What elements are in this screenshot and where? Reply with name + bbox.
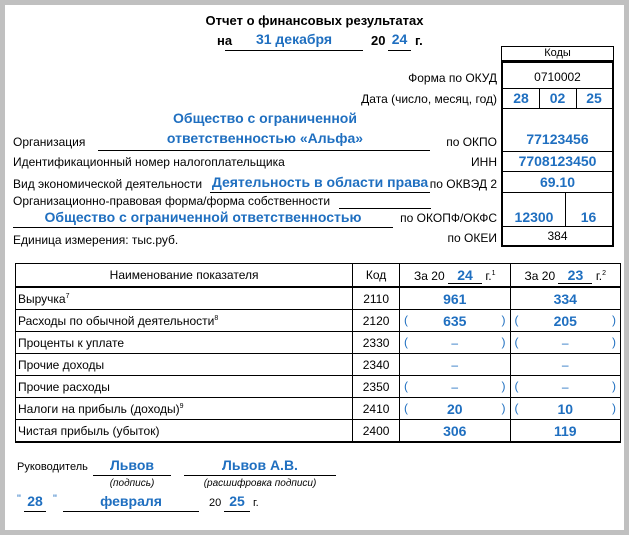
table-row <box>16 354 621 376</box>
value-text: 334 <box>553 290 577 307</box>
okpo-label: по ОКПО <box>446 135 497 149</box>
paren-open: ( <box>404 335 409 349</box>
row-code: 2340 <box>353 354 400 376</box>
signature-year[interactable]: 25 <box>229 493 245 509</box>
day-underline <box>24 511 46 512</box>
row-name-text: Прочие расходы <box>18 379 110 394</box>
okved-label: по ОКВЭД 2 <box>429 177 497 191</box>
col-header-code: Код <box>353 264 400 288</box>
signature-month[interactable]: февраля <box>100 493 162 509</box>
report-date[interactable]: 31 декабря <box>255 31 333 47</box>
row-value-v2[interactable] <box>510 332 621 354</box>
report-page <box>5 5 624 530</box>
row-value-v1[interactable] <box>400 398 510 420</box>
row-value-v1[interactable] <box>400 354 510 376</box>
row-name <box>16 376 353 398</box>
row-name <box>16 398 353 420</box>
table-body <box>16 287 621 442</box>
value-text: – <box>451 357 459 372</box>
value-text: – <box>451 379 459 394</box>
paren-open: ( <box>514 335 519 349</box>
unit-label: Единица измерения: тыс.руб. <box>13 233 179 247</box>
quote-close: " <box>53 493 57 505</box>
table-row <box>16 287 621 310</box>
inn-label: ИНН <box>471 155 497 169</box>
paren-close: ) <box>612 379 616 393</box>
value-text: 306 <box>443 422 467 439</box>
value-text: – <box>561 357 569 372</box>
row-code: 2400 <box>353 420 400 443</box>
date-day[interactable]: 28 <box>503 88 540 109</box>
col-header-period1 <box>400 264 510 288</box>
row-value-v2[interactable] <box>510 287 621 310</box>
okud-value[interactable]: 0710002 <box>534 70 581 84</box>
name-value[interactable]: Львов А.В. <box>222 457 298 473</box>
paren-open: ( <box>514 401 519 415</box>
year-underline <box>388 50 411 51</box>
quote-open: " <box>17 493 21 505</box>
row-value-v1[interactable] <box>400 332 510 354</box>
row-value-v2[interactable] <box>510 398 621 420</box>
inn-long-label: Идентификационный номер налогоплательщика <box>13 155 285 169</box>
okfs-value[interactable]: 16 <box>565 192 612 227</box>
paren-close: ) <box>612 335 616 349</box>
table-row <box>16 376 621 398</box>
okei-label: по ОКЕИ <box>447 231 497 245</box>
signature-value[interactable]: Львов <box>109 457 154 473</box>
paren-close: ) <box>501 335 506 349</box>
paren-close: ) <box>501 379 506 393</box>
value-text: 961 <box>443 290 467 307</box>
signature-day[interactable]: 28 <box>27 493 43 509</box>
period2-prefix: За 20 <box>524 268 556 283</box>
value-text: – <box>561 379 569 394</box>
row-value-v1[interactable] <box>400 287 510 310</box>
table-row <box>16 420 621 443</box>
row-value-v2[interactable] <box>510 420 621 443</box>
paren-close: ) <box>501 401 506 415</box>
table-row <box>16 332 621 354</box>
date-month[interactable]: 02 <box>539 88 577 109</box>
row-name-text: Расходы по обычной деятельности <box>18 313 215 328</box>
period1-suffix: г. <box>485 268 492 283</box>
row-name <box>16 310 353 332</box>
date-underline <box>225 50 363 51</box>
legal-form-label: Организационно-правовая форма/форма собственности <box>13 194 331 208</box>
value-text: 119 <box>553 422 577 439</box>
row-name-text: Выручка <box>18 291 66 306</box>
report-title: Отчет о финансовых результатах <box>205 13 424 28</box>
row-code: 2110 <box>353 287 400 310</box>
period1-prefix: За 20 <box>414 268 445 283</box>
value-text: 205 <box>553 312 577 329</box>
row-name-text: Прочие доходы <box>18 357 105 372</box>
row-name <box>16 354 353 376</box>
org-underline <box>98 150 430 151</box>
row-code: 2120 <box>353 310 400 332</box>
date-year[interactable]: 25 <box>576 88 612 109</box>
row-value-v2[interactable] <box>510 376 621 398</box>
inn-value[interactable]: 7708123450 <box>503 151 612 172</box>
row-value-v1[interactable] <box>400 376 510 398</box>
name-caption: (расшифровка подписи) <box>203 478 317 489</box>
legal-form-value[interactable]: Общество с ограниченной ответственностью <box>44 209 362 225</box>
row-name <box>16 332 353 354</box>
org-name-line1[interactable]: Общество с ограниченной <box>173 110 357 126</box>
value-text: – <box>561 335 569 350</box>
okopf-value[interactable]: 12300 <box>503 192 566 227</box>
name-underline <box>184 475 336 476</box>
date-prefix: на <box>217 33 233 48</box>
activity-label: Вид экономической деятельности <box>13 177 203 191</box>
row-code: 2330 <box>353 332 400 354</box>
sig-year-underline <box>224 511 250 512</box>
row-value-v2[interactable] <box>510 354 621 376</box>
period2-year[interactable]: 23 <box>558 267 592 284</box>
period2-suffix: г. <box>595 268 603 283</box>
period1-note: 1 <box>491 269 496 277</box>
row-code: 2410 <box>353 398 400 420</box>
year-suffix: г. <box>415 33 423 48</box>
signature-underline <box>93 475 171 476</box>
row-value-v2[interactable] <box>510 310 621 332</box>
col-header-period2 <box>510 264 621 288</box>
paren-open: ( <box>404 313 409 327</box>
report-year[interactable]: 24 <box>391 31 408 47</box>
okved-value[interactable]: 69.10 <box>503 171 612 193</box>
okpo-value[interactable]: 77123456 <box>503 109 612 152</box>
row-note: 9 <box>179 402 184 410</box>
paren-open: ( <box>404 401 409 415</box>
row-name <box>16 287 353 310</box>
legal-form-underline2 <box>13 227 393 228</box>
value-text: 635 <box>443 312 467 329</box>
value-text: 10 <box>557 400 574 417</box>
head-label: Руководитель <box>17 461 88 473</box>
month-underline <box>63 511 199 512</box>
row-name-text: Чистая прибыль (убыток) <box>18 423 160 438</box>
row-note: 8 <box>214 314 219 322</box>
row-name-text: Налоги на прибыль (доходы) <box>18 401 180 416</box>
paren-close: ) <box>612 313 616 327</box>
paren-open: ( <box>514 313 519 327</box>
financial-table <box>15 263 621 443</box>
table-row <box>16 398 621 420</box>
table-header-row <box>16 264 621 288</box>
period1-year[interactable]: 24 <box>448 267 482 284</box>
row-name-text: Проценты к уплате <box>18 335 124 350</box>
value-text: – <box>451 335 459 350</box>
date-label: Дата (число, месяц, год) <box>361 92 497 106</box>
value-text: 20 <box>446 400 463 417</box>
okopf-label: по ОКОПФ/ОКФС <box>400 211 497 225</box>
row-note: 7 <box>65 292 70 300</box>
paren-close: ) <box>612 401 616 415</box>
org-name-line2[interactable]: ответственностью «Альфа» <box>166 130 364 146</box>
paren-open: ( <box>404 379 409 393</box>
year-prefix: 20 <box>371 33 386 48</box>
codes-header: Коды <box>501 46 614 61</box>
row-value-v1[interactable] <box>400 310 510 332</box>
row-code: 2350 <box>353 376 400 398</box>
col-header-name: Наименование показателя <box>16 264 353 288</box>
activity-value[interactable]: Деятельность в области права <box>211 174 429 190</box>
paren-open: ( <box>514 379 519 393</box>
activity-underline <box>210 192 430 193</box>
row-name <box>16 420 353 443</box>
table-row <box>16 310 621 332</box>
org-label: Организация <box>13 135 86 149</box>
signature-caption: (подпись) <box>109 478 155 489</box>
sig-year-suffix: г. <box>253 497 259 509</box>
okei-value[interactable]: 384 <box>547 229 568 243</box>
sig-year-prefix: 20 <box>209 497 222 509</box>
period2-note: 2 <box>602 269 606 277</box>
row-value-v1[interactable] <box>400 420 510 443</box>
okud-label: Форма по ОКУД <box>408 71 497 85</box>
paren-close: ) <box>501 313 506 327</box>
